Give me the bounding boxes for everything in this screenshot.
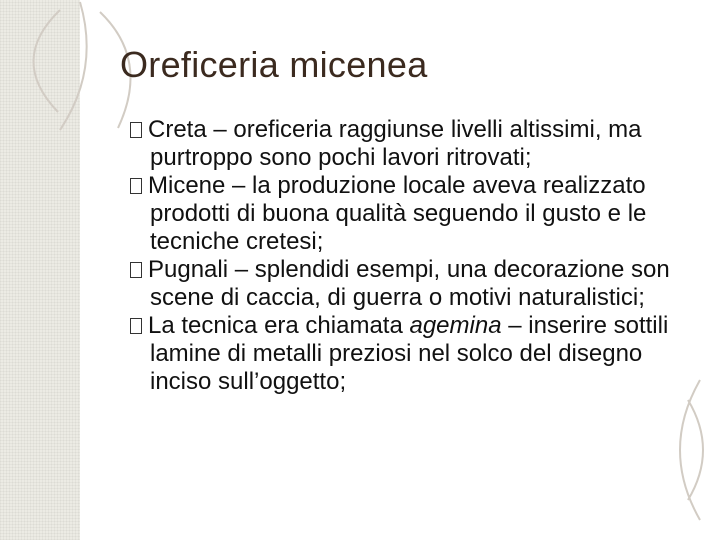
bullet-marker-icon [130,318,142,334]
textured-side-band [0,0,80,540]
bullet-text: Pugnali – splendidi esempi, una decorazione son scene di caccia, di guerra o motivi naturalistici; [148,256,670,311]
bullet-marker-icon [130,262,142,278]
bullet-text-emphasis: agemina [409,312,502,339]
bullet-text: Creta – oreficeria raggiunse livelli altissimi, ma purtroppo sono pochi lavori ritrovati; [148,116,642,171]
bullet-marker-icon [130,178,142,194]
slide-title: Oreficeria micenea [120,44,428,85]
bullet-item-pugnali [130,256,700,312]
bullet-item-creta [130,116,700,172]
bullet-item-tecnica [130,312,700,396]
bullet-list [130,116,700,396]
bullet-marker-icon [130,122,142,138]
bullet-item-micene [130,172,700,256]
bullet-text-after: – inserire sottili lamine di metalli preziosi nel solco del disegno inciso sull’oggetto; [150,312,669,395]
bullet-text: Micene – la produzione locale aveva realizzato prodotti di buona qualità seguendo il gusto e le tecniche cretesi; [148,172,647,255]
bullet-text-before: La tecnica era chiamata [148,312,410,339]
